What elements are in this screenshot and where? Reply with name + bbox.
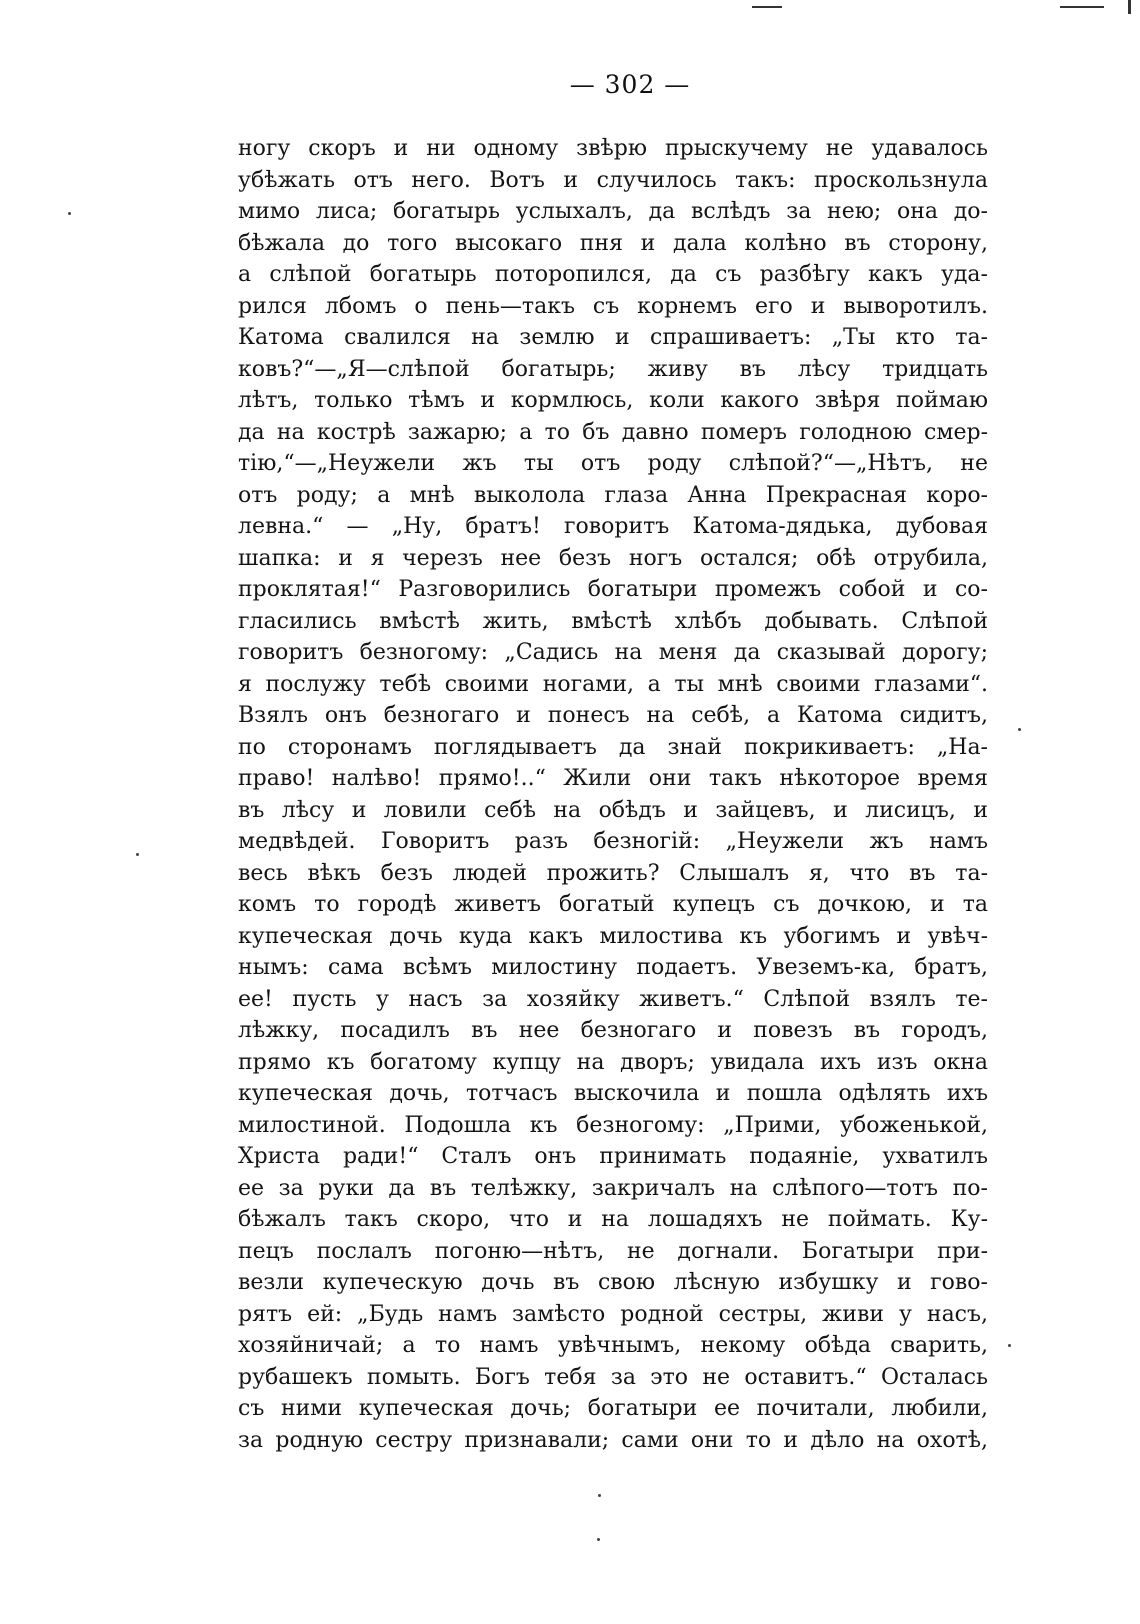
text-line: рятъ ей: „Будь намъ замѣсто родной сестры, живи у насъ, (238, 1301, 988, 1327)
text-line: ногу скоръ и ни одному звѣрю прыскучему не удавалось (238, 136, 988, 161)
text-line: ее! пусть у насъ за хозяйку живетъ.“ Слѣпой взялъ те- (238, 986, 988, 1012)
top-edge-mark (1060, 6, 1104, 8)
text-line: ее за руки да въ телѣжку, закричалъ на слѣпого—тотъ по- (238, 1175, 988, 1201)
top-edge-mark (752, 6, 782, 8)
text-line: шапка: и я черезъ нее безъ ногъ остался; обѣ отрубила, (238, 545, 988, 571)
print-speck (598, 1494, 601, 1497)
text-line: рился лбомъ о пень—такъ съ корнемъ его и выворотилъ. (238, 293, 988, 319)
text-line: отъ роду; а мнѣ выколола глаза Анна Прекрасная коро- (238, 482, 988, 508)
text-line: право! налѣво! прямо!..“ Жили они такъ нѣкоторое время (238, 766, 988, 791)
text-line: убѣжать отъ него. Вотъ и случилось такъ: проскользнула (238, 167, 988, 193)
text-line: бѣжала до того высокаго пня и дала колѣно въ сторону, (238, 230, 988, 256)
text-line: за родную сестру признавали; сами они то и дѣло на охотѣ, (238, 1427, 988, 1453)
text-line: да на кострѣ зажарю; а то бъ давно померъ голодною смер- (238, 419, 988, 445)
text-line: купеческая дочь, тотчасъ выскочила и пошла одѣлять ихъ (238, 1081, 988, 1106)
text-line: купеческая дочь куда какъ милостива къ убогимъ и увѣч- (238, 923, 988, 949)
page-text (238, 133, 988, 1456)
text-line: а слѣпой богатырь поторопился, да съ разбѣгу какъ уда- (238, 262, 988, 287)
text-line: Христа ради!“ Сталъ онъ принимать подаяніе, ухватилъ (238, 1144, 988, 1169)
text-line: прямо къ богатому купцу на дворъ; увидала ихъ изъ окна (238, 1049, 988, 1075)
top-edge-mark (1128, 0, 1131, 14)
print-speck (1018, 728, 1021, 731)
text-line: везли купеческую дочь въ свою лѣсную избушку и гово- (238, 1270, 988, 1295)
text-line: пецъ послалъ погоню—нѣтъ, не догнали. Богатыри при- (238, 1238, 988, 1264)
text-line: медвѣдей. Говоритъ разъ безногій: „Неужели жъ намъ (238, 829, 988, 854)
print-speck (1008, 1344, 1011, 1347)
text-line: по сторонамъ поглядываетъ да знай покрикиваетъ: „На- (238, 734, 988, 760)
text-line: нымъ: сама всѣмъ милостину подаетъ. Увеземъ-ка, братъ, (238, 955, 988, 980)
print-speck (597, 1538, 600, 1541)
text-line: бѣжалъ такъ скоро, что и на лошадяхъ не поймать. Ку- (238, 1207, 988, 1232)
page-number: — 302 — (569, 70, 691, 99)
text-line: я послужу тебѣ своими ногами, а ты мнѣ своими глазами“. (238, 671, 988, 697)
text-line: рубашекъ помыть. Богъ тебя за это не оставитъ.“ Осталась (238, 1364, 988, 1390)
text-line: лѣтъ, только тѣмъ и кормлюсь, коли какого звѣря поймаю (238, 388, 988, 413)
text-line: въ лѣсу и ловили себѣ на обѣдъ и зайцевъ, и лисицъ, и (238, 797, 988, 823)
text-line: Катома свалился на землю и спрашиваетъ: „Ты кто та- (238, 325, 988, 350)
text-line: гласились вмѣстѣ жить, вмѣстѣ хлѣбъ добывать. Слѣпой (238, 608, 988, 634)
text-line: лѣжку, посадилъ въ нее безногаго и повезъ въ городъ, (238, 1018, 988, 1043)
text-line: говоритъ безногому: „Садись на меня да сказывай дорогу; (238, 640, 988, 665)
text-line: милостиной. Подошла къ безногому: „Прими, убоженькой, (238, 1112, 988, 1138)
text-line: тію,“—„Неужели жъ ты отъ роду слѣпой?“—„Нѣтъ, не (238, 451, 988, 476)
print-speck (68, 212, 71, 215)
text-line: хозяйничай; а то намъ увѣчнымъ, некому обѣда сварить, (238, 1333, 988, 1358)
text-line: весь вѣкъ безъ людей прожить? Слышалъ я, что въ та- (238, 860, 988, 886)
print-speck (136, 853, 139, 856)
text-line: проклятая!“ Разговорились богатыри промежъ собой и со- (238, 577, 988, 602)
text-line: комъ то городѣ живетъ богатый купецъ съ дочкою, и та (238, 892, 988, 917)
text-line: Взялъ онъ безногаго и понесъ на себѣ, а Катома сидитъ, (238, 703, 988, 728)
text-line: левна.“ — „Ну, братъ! говоритъ Катома-дядька, дубовая (238, 514, 988, 539)
text-line: мимо лиса; богатырь услыхалъ, да вслѣдъ за нею; она до- (238, 199, 988, 224)
text-line: съ ними купеческая дочь; богатыри ее почитали, любили, (238, 1396, 988, 1421)
text-line: ковъ?“—„Я—слѣпой богатырь; живу въ лѣсу тридцать (238, 356, 988, 382)
